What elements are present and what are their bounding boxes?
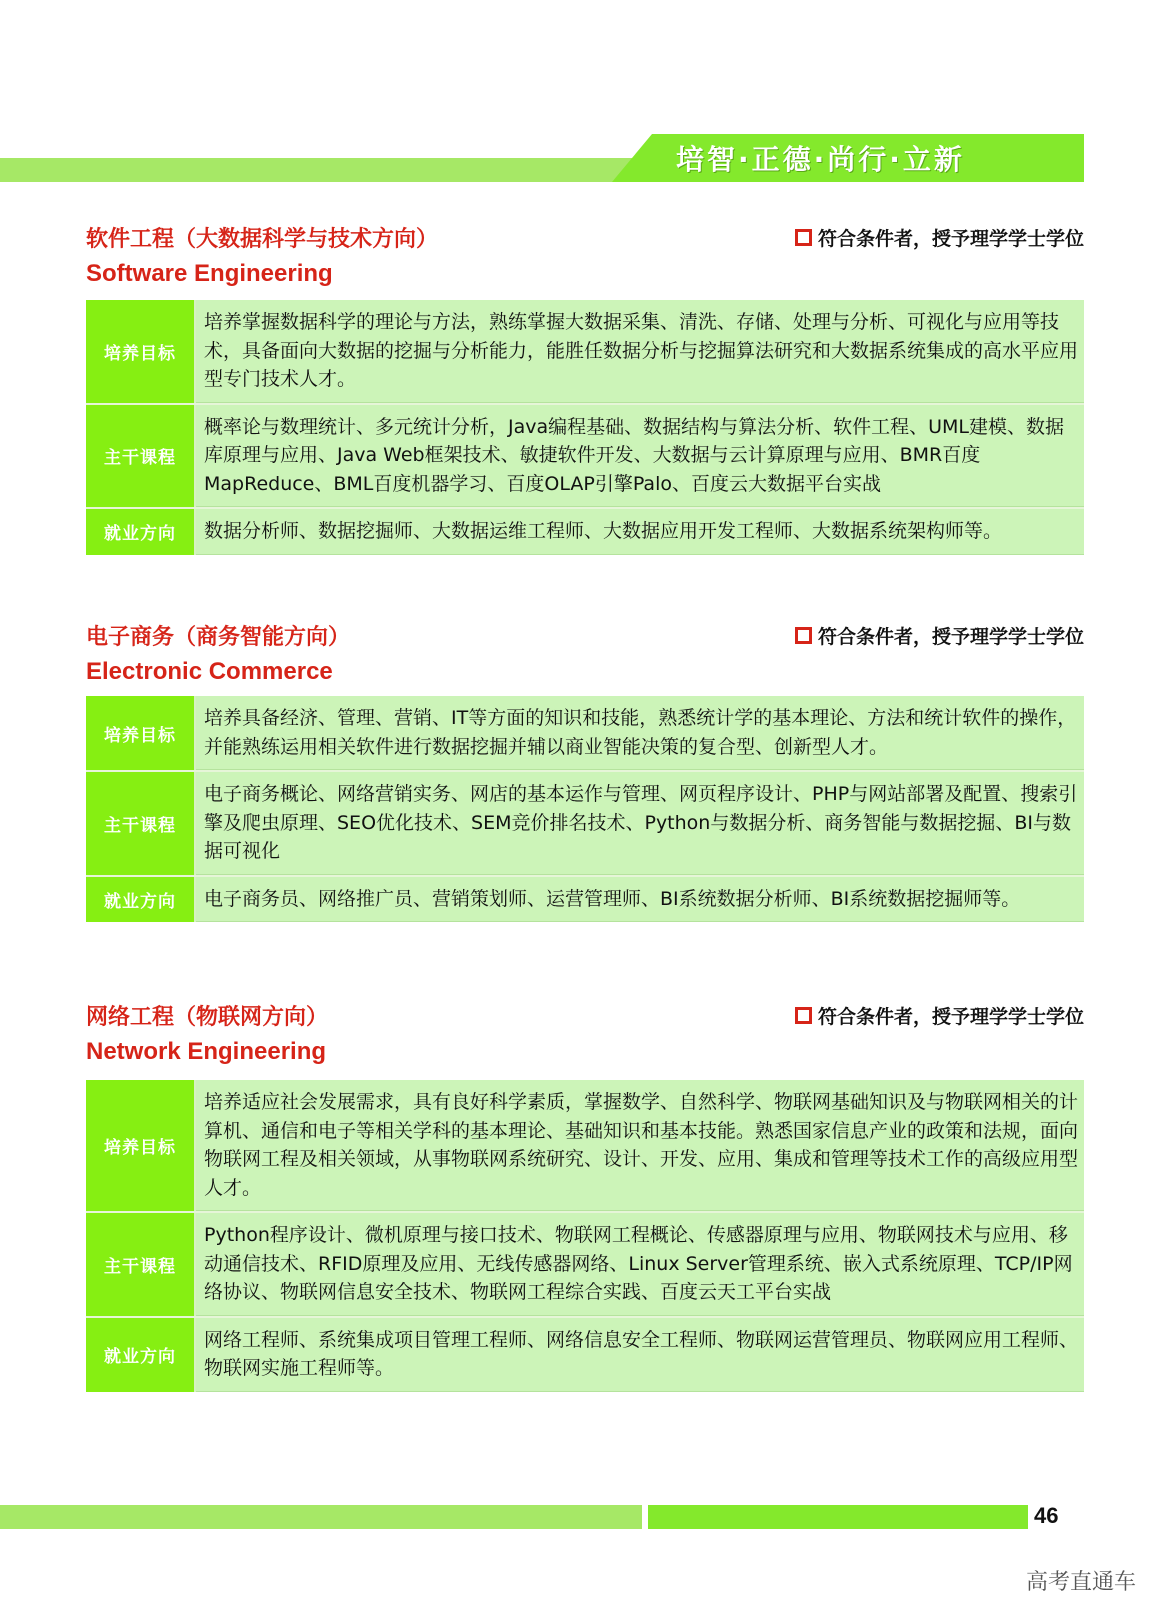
info-table bbox=[86, 696, 1084, 922]
row-label: 培养目标 bbox=[86, 1080, 196, 1211]
row-text: 电子商务概论、网络营销实务、网店的基本运作与管理、网页程序设计、PHP与网站部署及配置、搜索引擎及爬虫原理、SEO优化技术、SEM竞价排名技术、Python与数据分析、商务智能与数据挖掘、BI与数据可视化 bbox=[196, 772, 1084, 875]
row-text: 培养适应社会发展需求，具有良好科学素质，掌握数学、自然科学、物联网基础知识及与物联网相关的计算机、通信和电子等相关学科的基本理论、基础知识和基本技能。熟悉国家信息产业的政策和法规，面向物联网工程及相关领域，从事物联网系统研究、设计、开发、应用、集成和管理等技术工作的高级应用型人才。 bbox=[196, 1080, 1084, 1211]
section-title: 软件工程（大数据科学与技术方向） bbox=[86, 227, 439, 252]
section-title: 电子商务（商务智能方向） bbox=[86, 625, 351, 650]
row-text: 网络工程师、系统集成项目管理工程师、网络信息安全工程师、物联网运营管理员、物联网应用工程师、物联网实施工程师等。 bbox=[196, 1318, 1084, 1392]
table-row bbox=[86, 696, 1084, 770]
motto: 培智·正德·尚行·立新 bbox=[676, 143, 965, 176]
info-table bbox=[86, 300, 1084, 555]
section-title-en: Electronic Commerce bbox=[86, 658, 333, 685]
degree-text: 符合条件者，授予理学学士学位 bbox=[817, 626, 1084, 648]
table-row bbox=[86, 1316, 1084, 1392]
header-stripe bbox=[0, 158, 640, 182]
degree-text: 符合条件者，授予理学学士学位 bbox=[817, 1006, 1084, 1028]
degree-note bbox=[795, 1002, 1084, 1029]
row-text: 培养掌握数据科学的理论与方法，熟练掌握大数据采集、清洗、存储、处理与分析、可视化与应用等技术，具备面向大数据的挖掘与分析能力，能胜任数据分析与挖掘算法研究和大数据系统集成的高水平应用型专门技术人才。 bbox=[196, 300, 1084, 403]
watermark: 高考直通车 bbox=[1025, 1570, 1136, 1595]
checkbox-icon bbox=[795, 627, 812, 644]
footer-stripe-right bbox=[648, 1505, 1028, 1529]
row-label: 就业方向 bbox=[86, 877, 196, 923]
page-number: 46 bbox=[1034, 1503, 1059, 1528]
section-title-en: Network Engineering bbox=[86, 1038, 327, 1065]
checkbox-icon bbox=[795, 229, 812, 246]
row-label: 就业方向 bbox=[86, 509, 196, 555]
table-row bbox=[86, 1211, 1084, 1316]
row-label: 主干课程 bbox=[86, 1213, 196, 1316]
degree-note bbox=[795, 622, 1084, 649]
section-title: 网络工程（物联网方向） bbox=[86, 1005, 329, 1030]
row-text: 培养具备经济、管理、营销、IT等方面的知识和技能，熟悉统计学的基本理论、方法和统计软件的操作，并能熟练运用相关软件进行数据挖掘并辅以商业智能决策的复合型、创新型人才。 bbox=[196, 696, 1084, 770]
footer-stripe-left bbox=[0, 1505, 642, 1529]
info-table bbox=[86, 1080, 1084, 1392]
table-row bbox=[86, 507, 1084, 555]
table-row bbox=[86, 875, 1084, 923]
row-text: 数据分析师、数据挖掘师、大数据运维工程师、大数据应用开发工程师、大数据系统架构师等。 bbox=[196, 509, 1084, 555]
table-row bbox=[86, 1080, 1084, 1211]
row-text: 概率论与数理统计、多元统计分析，Java编程基础、数据结构与算法分析、软件工程、UML建模、数据库原理与应用、Java Web框架技术、敏捷软件开发、大数据与云计算原理与应用、BMR百度MapReduce、BML百度机器学习、百度OLAP引擎Palo、百度云大数据平台实战 bbox=[196, 405, 1084, 508]
table-row bbox=[86, 403, 1084, 508]
checkbox-icon bbox=[795, 1007, 812, 1024]
table-row bbox=[86, 770, 1084, 875]
row-text: 电子商务员、网络推广员、营销策划师、运营管理师、BI系统数据分析师、BI系统数据挖掘师等。 bbox=[196, 877, 1084, 923]
row-label: 主干课程 bbox=[86, 405, 196, 508]
row-label: 培养目标 bbox=[86, 696, 196, 770]
section-title-en: Software Engineering bbox=[86, 260, 333, 287]
degree-text: 符合条件者，授予理学学士学位 bbox=[817, 228, 1084, 250]
table-row bbox=[86, 300, 1084, 403]
row-label: 培养目标 bbox=[86, 300, 196, 403]
row-text: Python程序设计、微机原理与接口技术、物联网工程概论、传感器原理与应用、物联网技术与应用、移动通信技术、RFID原理及应用、无线传感器网络、Linux Server管理系统、嵌入式系统原理、TCP/IP网络协议、物联网信息安全技术、物联网工程综合实践、百度云天工平台实战 bbox=[196, 1213, 1084, 1316]
degree-note bbox=[795, 224, 1084, 251]
row-label: 就业方向 bbox=[86, 1318, 196, 1392]
row-label: 主干课程 bbox=[86, 772, 196, 875]
